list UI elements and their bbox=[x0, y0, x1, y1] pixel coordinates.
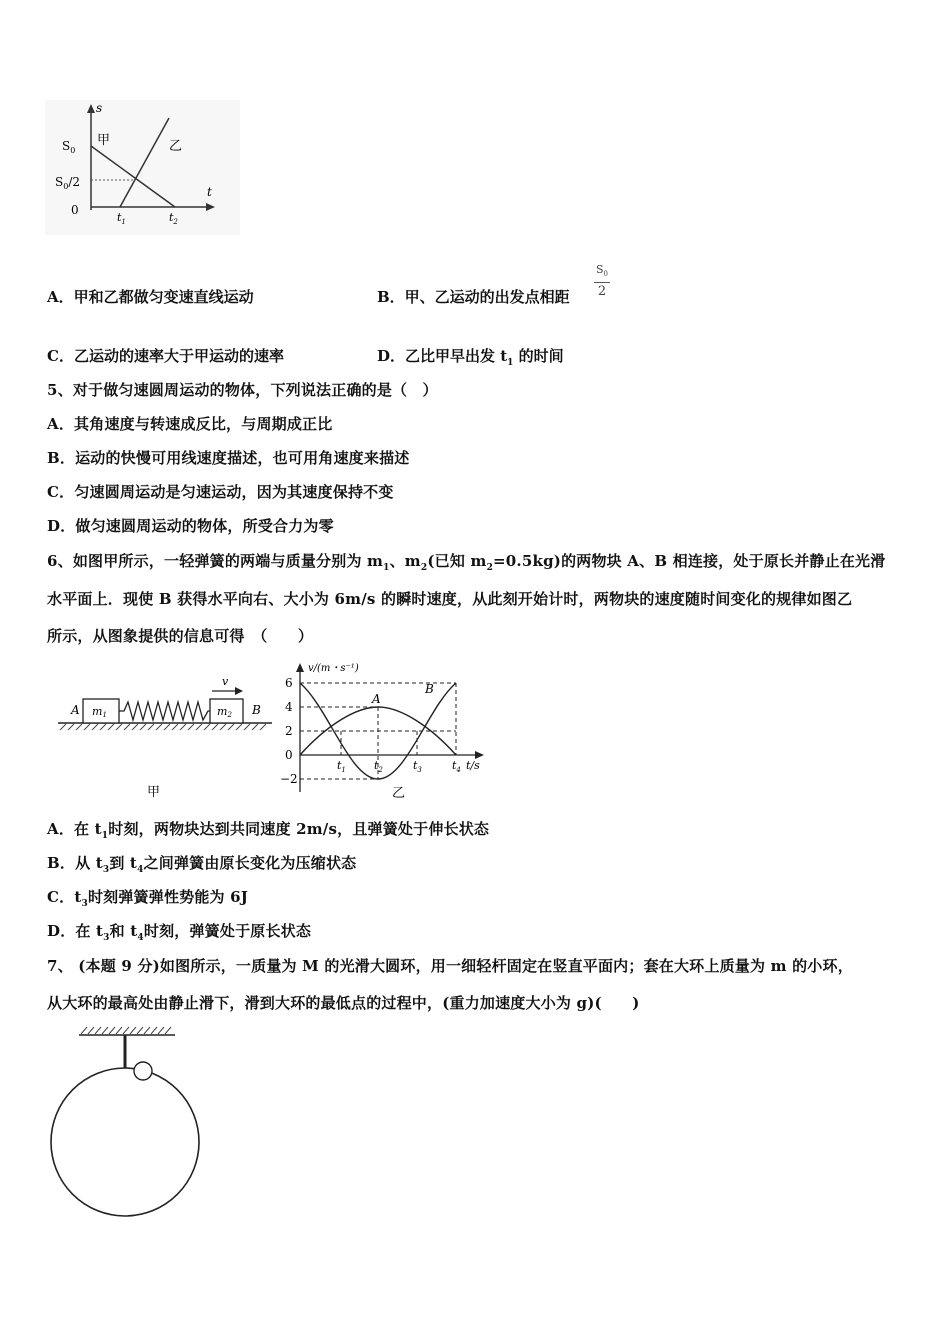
t-axis-label: t/s bbox=[466, 759, 480, 772]
spring-block-figure bbox=[50, 672, 280, 807]
svg-text:t1: $t_1$ bbox=[337, 759, 346, 774]
origin-label: 0 bbox=[71, 203, 79, 217]
curve-a-label: A bbox=[372, 692, 381, 706]
q4-option-b-fraction: $S_0$ 2 bbox=[595, 263, 608, 300]
y-tick: 4 bbox=[285, 700, 293, 714]
svg-text:m2: m2 bbox=[217, 705, 232, 719]
figure-yi-caption: 乙 bbox=[392, 786, 406, 801]
q6-stem-line2: 水平面上．现使 B 获得水平向右、大小为 6m/s 的瞬时速度，从此刻开始计时，两物块的速度随时间变化的规律如图乙 bbox=[47, 590, 853, 608]
q6-stem-line3: 所示，从图象提供的信息可得 （ ） bbox=[47, 627, 314, 645]
y-tick: 6 bbox=[285, 676, 293, 690]
svg-text:t2: $t_2$ bbox=[169, 211, 178, 226]
q6-option-a: A．在 $t_1$时刻，两物块达到共同速度 2m/s，且弹簧处于伸长状态 bbox=[47, 820, 490, 841]
figure-jia-caption: 甲 bbox=[147, 785, 161, 800]
q5-stem: 5、对于做匀速圆周运动的物体，下列说法正确的是（ ） bbox=[47, 381, 438, 399]
label-yi: 乙 bbox=[169, 139, 183, 154]
svg-text:t4: $t_4$ bbox=[452, 759, 461, 774]
q4-option-a: A．甲和乙都做匀变速直线运动 bbox=[47, 288, 254, 306]
svg-text:t2: $t_2$ bbox=[374, 759, 383, 774]
q4-option-c: C．乙运动的速率大于甲运动的速率 bbox=[47, 347, 284, 365]
t-axis-label: t bbox=[207, 185, 212, 199]
s-t-graph bbox=[45, 100, 240, 235]
label-a: A bbox=[71, 703, 80, 717]
q6-option-d: D．在 $t_3$和 $t_4$时刻，弹簧处于原长状态 bbox=[47, 922, 312, 943]
q7-stem-line2: 从大环的最高处由静止滑下，滑到大环的最低点的过程中，(重力加速度大小为 g)( ) bbox=[47, 994, 640, 1012]
v-axis-label: v/(m・s⁻¹) bbox=[308, 663, 359, 674]
small-ring bbox=[134, 1062, 152, 1080]
y-tick: 2 bbox=[285, 724, 293, 738]
q5-option-d: D．做匀速圆周运动的物体，所受合力为零 bbox=[47, 517, 334, 535]
q6-stem-line1: 6、如图甲所示，一轻弹簧的两端与质量分别为 $m_1$、$m_2$(已知 $m_2=0.5kg$)的两物块 A、B 相连接，处于原长并静止在光滑 bbox=[47, 552, 886, 573]
q6-option-b: B．从 $t_3$到 $t_4$之间弹簧由原长变化为压缩状态 bbox=[47, 854, 357, 875]
svg-text:S0: $S_0$ bbox=[62, 139, 76, 155]
q6-option-c: C．$t_3$时刻弹簧弹性势能为 6J bbox=[47, 888, 249, 909]
svg-text:t3: $t_3$ bbox=[413, 759, 422, 774]
y-tick: −2 bbox=[280, 772, 298, 786]
s-axis-label: s bbox=[96, 101, 103, 115]
big-ring bbox=[51, 1068, 199, 1216]
q4-option-b: B．甲、乙运动的出发点相距 bbox=[377, 288, 570, 306]
y-tick: 0 bbox=[285, 748, 293, 762]
svg-text:m1: m1 bbox=[92, 705, 107, 719]
label-b: B bbox=[252, 703, 261, 717]
q5-option-a: A．其角速度与转速成反比，与周期成正比 bbox=[47, 415, 333, 433]
svg-text:t1: $t_1$ bbox=[117, 211, 126, 226]
q4-option-d: D．乙比甲早出发 $t_1$ 的时间 bbox=[377, 347, 564, 368]
ring-figure bbox=[45, 1020, 205, 1220]
label-jia: 甲 bbox=[97, 133, 111, 148]
spring bbox=[119, 702, 210, 720]
velocity-label: v bbox=[222, 675, 229, 688]
q5-option-c: C．匀速圆周运动是匀速运动，因为其速度保持不变 bbox=[47, 483, 394, 501]
q5-option-b: B．运动的快慢可用线速度描述，也可用角速度来描述 bbox=[47, 449, 410, 467]
curve-b-label: B bbox=[425, 682, 434, 696]
v-t-graph bbox=[280, 657, 505, 802]
svg-text:S0/2: $S_0/2$ bbox=[55, 175, 81, 191]
q7-stem-line1: 7、 (本题 9 分)如图所示，一质量为 M 的光滑大圆环，用一细轻杆固定在竖直平面内；套在大环上质量为 m 的小环， bbox=[47, 957, 853, 975]
